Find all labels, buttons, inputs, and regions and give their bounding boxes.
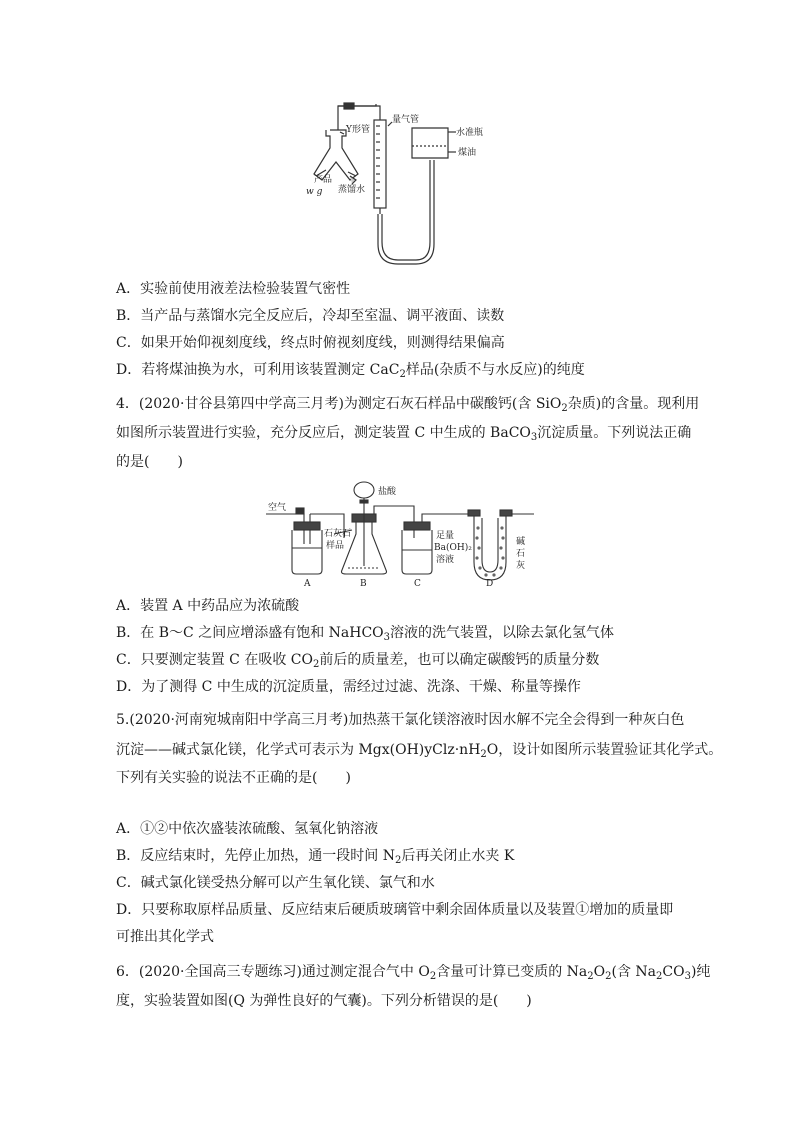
air-label: 空气 bbox=[268, 503, 287, 513]
q5-option-d-line2: 可推出其化学式 bbox=[116, 929, 214, 945]
q5-stem-line1: 5.(2020·河南宛城南阳中学高三月考)加热蒸干氯化镁溶液时因水解不完全会得到一种灰白色 bbox=[116, 712, 685, 728]
level-bottle-label: 水准瓶 bbox=[456, 128, 484, 138]
q5-option-b: B．反应结束时，先停止加热，通一段时间 $N_2$后再关闭止水夹 K bbox=[116, 848, 515, 866]
gas-measuring-apparatus-figure bbox=[300, 96, 500, 268]
soda-lime-label-1: 碱 bbox=[516, 537, 526, 547]
y-tube-label: Y形管 bbox=[346, 125, 370, 135]
limestone-label-1: 石灰石 bbox=[324, 529, 352, 539]
soda-lime-label-3: 灰 bbox=[516, 561, 526, 571]
solution-label: 溶液 bbox=[436, 555, 455, 565]
q6-stem-line2: 度，实验装置如图(Q 为弹性良好的气囊)。下列分析错误的是( ) bbox=[116, 993, 532, 1009]
apparatus-c-label: C bbox=[414, 579, 421, 588]
q3-option-d: D．若将煤油换为水，可利用该装置测定 CaC$_2$样品(杂质不与水反应)的纯度 bbox=[116, 362, 585, 380]
q4-option-a: A．装置 A 中药品应为浓硫酸 bbox=[116, 598, 300, 614]
hcl-label: 盐酸 bbox=[378, 487, 397, 497]
kerosene-label: 煤油 bbox=[458, 148, 477, 158]
q5-option-d-line1: D．只要称取原样品质量、反应结束后硬质玻璃管中剩余固体质量以及装置①增加的质量即 bbox=[116, 902, 674, 918]
water-label: 蒸馏水 bbox=[338, 185, 366, 195]
q5-stem-line2: 沉淀——碱式氯化镁，化学式可表示为 $Mgx(OH)yClz\cdot nH_2O$，设计如图所示装置验证其化学式。 bbox=[116, 742, 723, 760]
q4-stem-line3: 的是( ) bbox=[116, 454, 183, 470]
limestone-apparatus-figure bbox=[264, 478, 536, 588]
q4-stem-line2: 如图所示装置进行实验，充分反应后，测定装置 C 中生成的 BaCO$_3$沉淀质量。下列说法正确 bbox=[116, 425, 692, 443]
apparatus-d-label: D bbox=[486, 579, 494, 588]
q4-option-c: C．只要测定装置 C 在吸收 $CO_2$前后的质量差，也可以确定碳酸钙的质量分数 bbox=[116, 652, 600, 670]
apparatus-a-label: A bbox=[304, 579, 311, 588]
q3-option-c: C．如果开始仰视刻度线，终点时俯视刻度线，则测得结果偏高 bbox=[116, 335, 505, 351]
q3-option-b: B．当产品与蒸馏水完全反应后，冷却至室温、调平液面、读数 bbox=[116, 308, 505, 324]
q5-option-a: A．①②中依次盛装浓硫酸、氢氧化钠溶液 bbox=[116, 821, 379, 837]
q5-option-c: C．碱式氯化镁受热分解可以产生氧化镁、氯气和水 bbox=[116, 875, 435, 891]
q4-option-b: B．在 B～C 之间应增添盛有饱和 NaHCO$_3$溶液的洗气装置，以除去氯化氢气体 bbox=[116, 625, 615, 643]
q3-option-a: A．实验前使用液差法检验装置气密性 bbox=[116, 281, 351, 297]
q4-option-d: D．为了测得 C 中生成的沉淀质量，需经过过滤、洗涤、干燥、称量等操作 bbox=[116, 679, 581, 695]
q6-stem-line1: 6．(2020·全国高三专题练习)通过测定混合气中 $O_2$含量可计算已变质的 $Na_2O_2$(含 $Na_2CO_3$)纯 bbox=[116, 964, 711, 982]
enough-label: 足量 bbox=[436, 531, 455, 541]
mass-label: w g bbox=[306, 187, 323, 197]
baoh2-label: Ba(OH)₂ bbox=[434, 543, 472, 553]
q5-stem-line3: 下列有关实验的说法不正确的是( ) bbox=[116, 770, 351, 786]
burette-label: 量气管 bbox=[392, 115, 420, 125]
q4-stem-line1: 4．(2020·甘谷县第四中学高三月考)为测定石灰石样品中碳酸钙(含 SiO$_2$杂质)的含量。现利用 bbox=[116, 396, 700, 414]
limestone-label-2: 样品 bbox=[326, 541, 345, 551]
apparatus-b-label: B bbox=[360, 579, 367, 588]
soda-lime-label-2: 石 bbox=[516, 549, 526, 559]
product-label: 产品 bbox=[314, 175, 333, 185]
